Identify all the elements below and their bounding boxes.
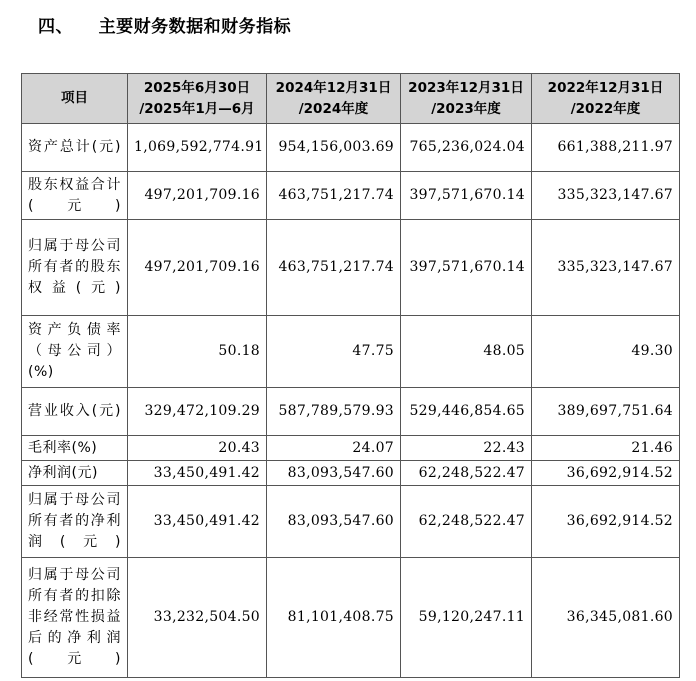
cell-value: 397,571,670.14	[401, 220, 532, 316]
header-col-2023: 2023年12月31日 /2023年度	[401, 74, 532, 124]
cell-value: 497,201,709.16	[128, 220, 267, 316]
cell-value: 83,093,547.60	[267, 486, 401, 558]
cell-value: 21.46	[532, 436, 680, 461]
row-label-parent-equity: 归属于母公司所有者的股东权益(元)	[22, 220, 128, 316]
cell-value: 22.43	[401, 436, 532, 461]
cell-value: 62,248,522.47	[401, 486, 532, 558]
table-row	[22, 220, 680, 316]
row-label-net-profit: 净利润(元)	[22, 461, 128, 486]
cell-value: 765,236,024.04	[401, 124, 532, 172]
cell-value: 529,446,854.65	[401, 388, 532, 436]
header-col-2024: 2024年12月31日 /2024年度	[267, 74, 401, 124]
cell-value: 47.75	[267, 316, 401, 388]
row-label-deducted-net-profit: 归属于母公司所有者的扣除非经常性损益后的净利润(元)	[22, 558, 128, 678]
row-label-total-assets: 资产总计(元)	[22, 124, 128, 172]
cell-value: 33,450,491.42	[128, 486, 267, 558]
header-col-2022: 2022年12月31日 /2022年度	[532, 74, 680, 124]
header-item: 项目	[22, 74, 128, 124]
cell-value: 24.07	[267, 436, 401, 461]
table-row	[22, 486, 680, 558]
section-title: 四、 主要财务数据和财务指标	[38, 17, 292, 37]
cell-value: 59,120,247.11	[401, 558, 532, 678]
cell-value: 661,388,211.97	[532, 124, 680, 172]
cell-value: 62,248,522.47	[401, 461, 532, 486]
row-label-total-equity: 股东权益合计(元)	[22, 172, 128, 220]
cell-value: 20.43	[128, 436, 267, 461]
cell-value: 83,093,547.60	[267, 461, 401, 486]
row-label-revenue: 营业收入(元)	[22, 388, 128, 436]
header-col-2025h1: 2025年6月30日 /2025年1月—6月	[128, 74, 267, 124]
cell-value: 81,101,408.75	[267, 558, 401, 678]
row-label-gross-margin: 毛利率(%)	[22, 436, 128, 461]
row-label-debt-ratio: 资产负债率（母公司）(%)	[22, 316, 128, 388]
cell-value: 49.30	[532, 316, 680, 388]
table-row	[22, 461, 680, 486]
cell-value: 33,232,504.50	[128, 558, 267, 678]
row-label-parent-net-profit: 归属于母公司所有者的净利润(元)	[22, 486, 128, 558]
cell-value: 50.18	[128, 316, 267, 388]
table-row	[22, 558, 680, 678]
cell-value: 1,069,592,774.91	[128, 124, 267, 172]
table-row	[22, 436, 680, 461]
cell-value: 33,450,491.42	[128, 461, 267, 486]
cell-value: 497,201,709.16	[128, 172, 267, 220]
cell-value: 954,156,003.69	[267, 124, 401, 172]
cell-value: 329,472,109.29	[128, 388, 267, 436]
cell-value: 48.05	[401, 316, 532, 388]
table-row	[22, 172, 680, 220]
table-row	[22, 124, 680, 172]
financial-data-table	[21, 73, 680, 678]
cell-value: 335,323,147.67	[532, 172, 680, 220]
cell-value: 397,571,670.14	[401, 172, 532, 220]
cell-value: 36,692,914.52	[532, 486, 680, 558]
cell-value: 587,789,579.93	[267, 388, 401, 436]
table-header-row	[22, 74, 680, 124]
cell-value: 36,692,914.52	[532, 461, 680, 486]
cell-value: 463,751,217.74	[267, 220, 401, 316]
table-row	[22, 316, 680, 388]
cell-value: 463,751,217.74	[267, 172, 401, 220]
table-row	[22, 388, 680, 436]
cell-value: 335,323,147.67	[532, 220, 680, 316]
cell-value: 389,697,751.64	[532, 388, 680, 436]
cell-value: 36,345,081.60	[532, 558, 680, 678]
